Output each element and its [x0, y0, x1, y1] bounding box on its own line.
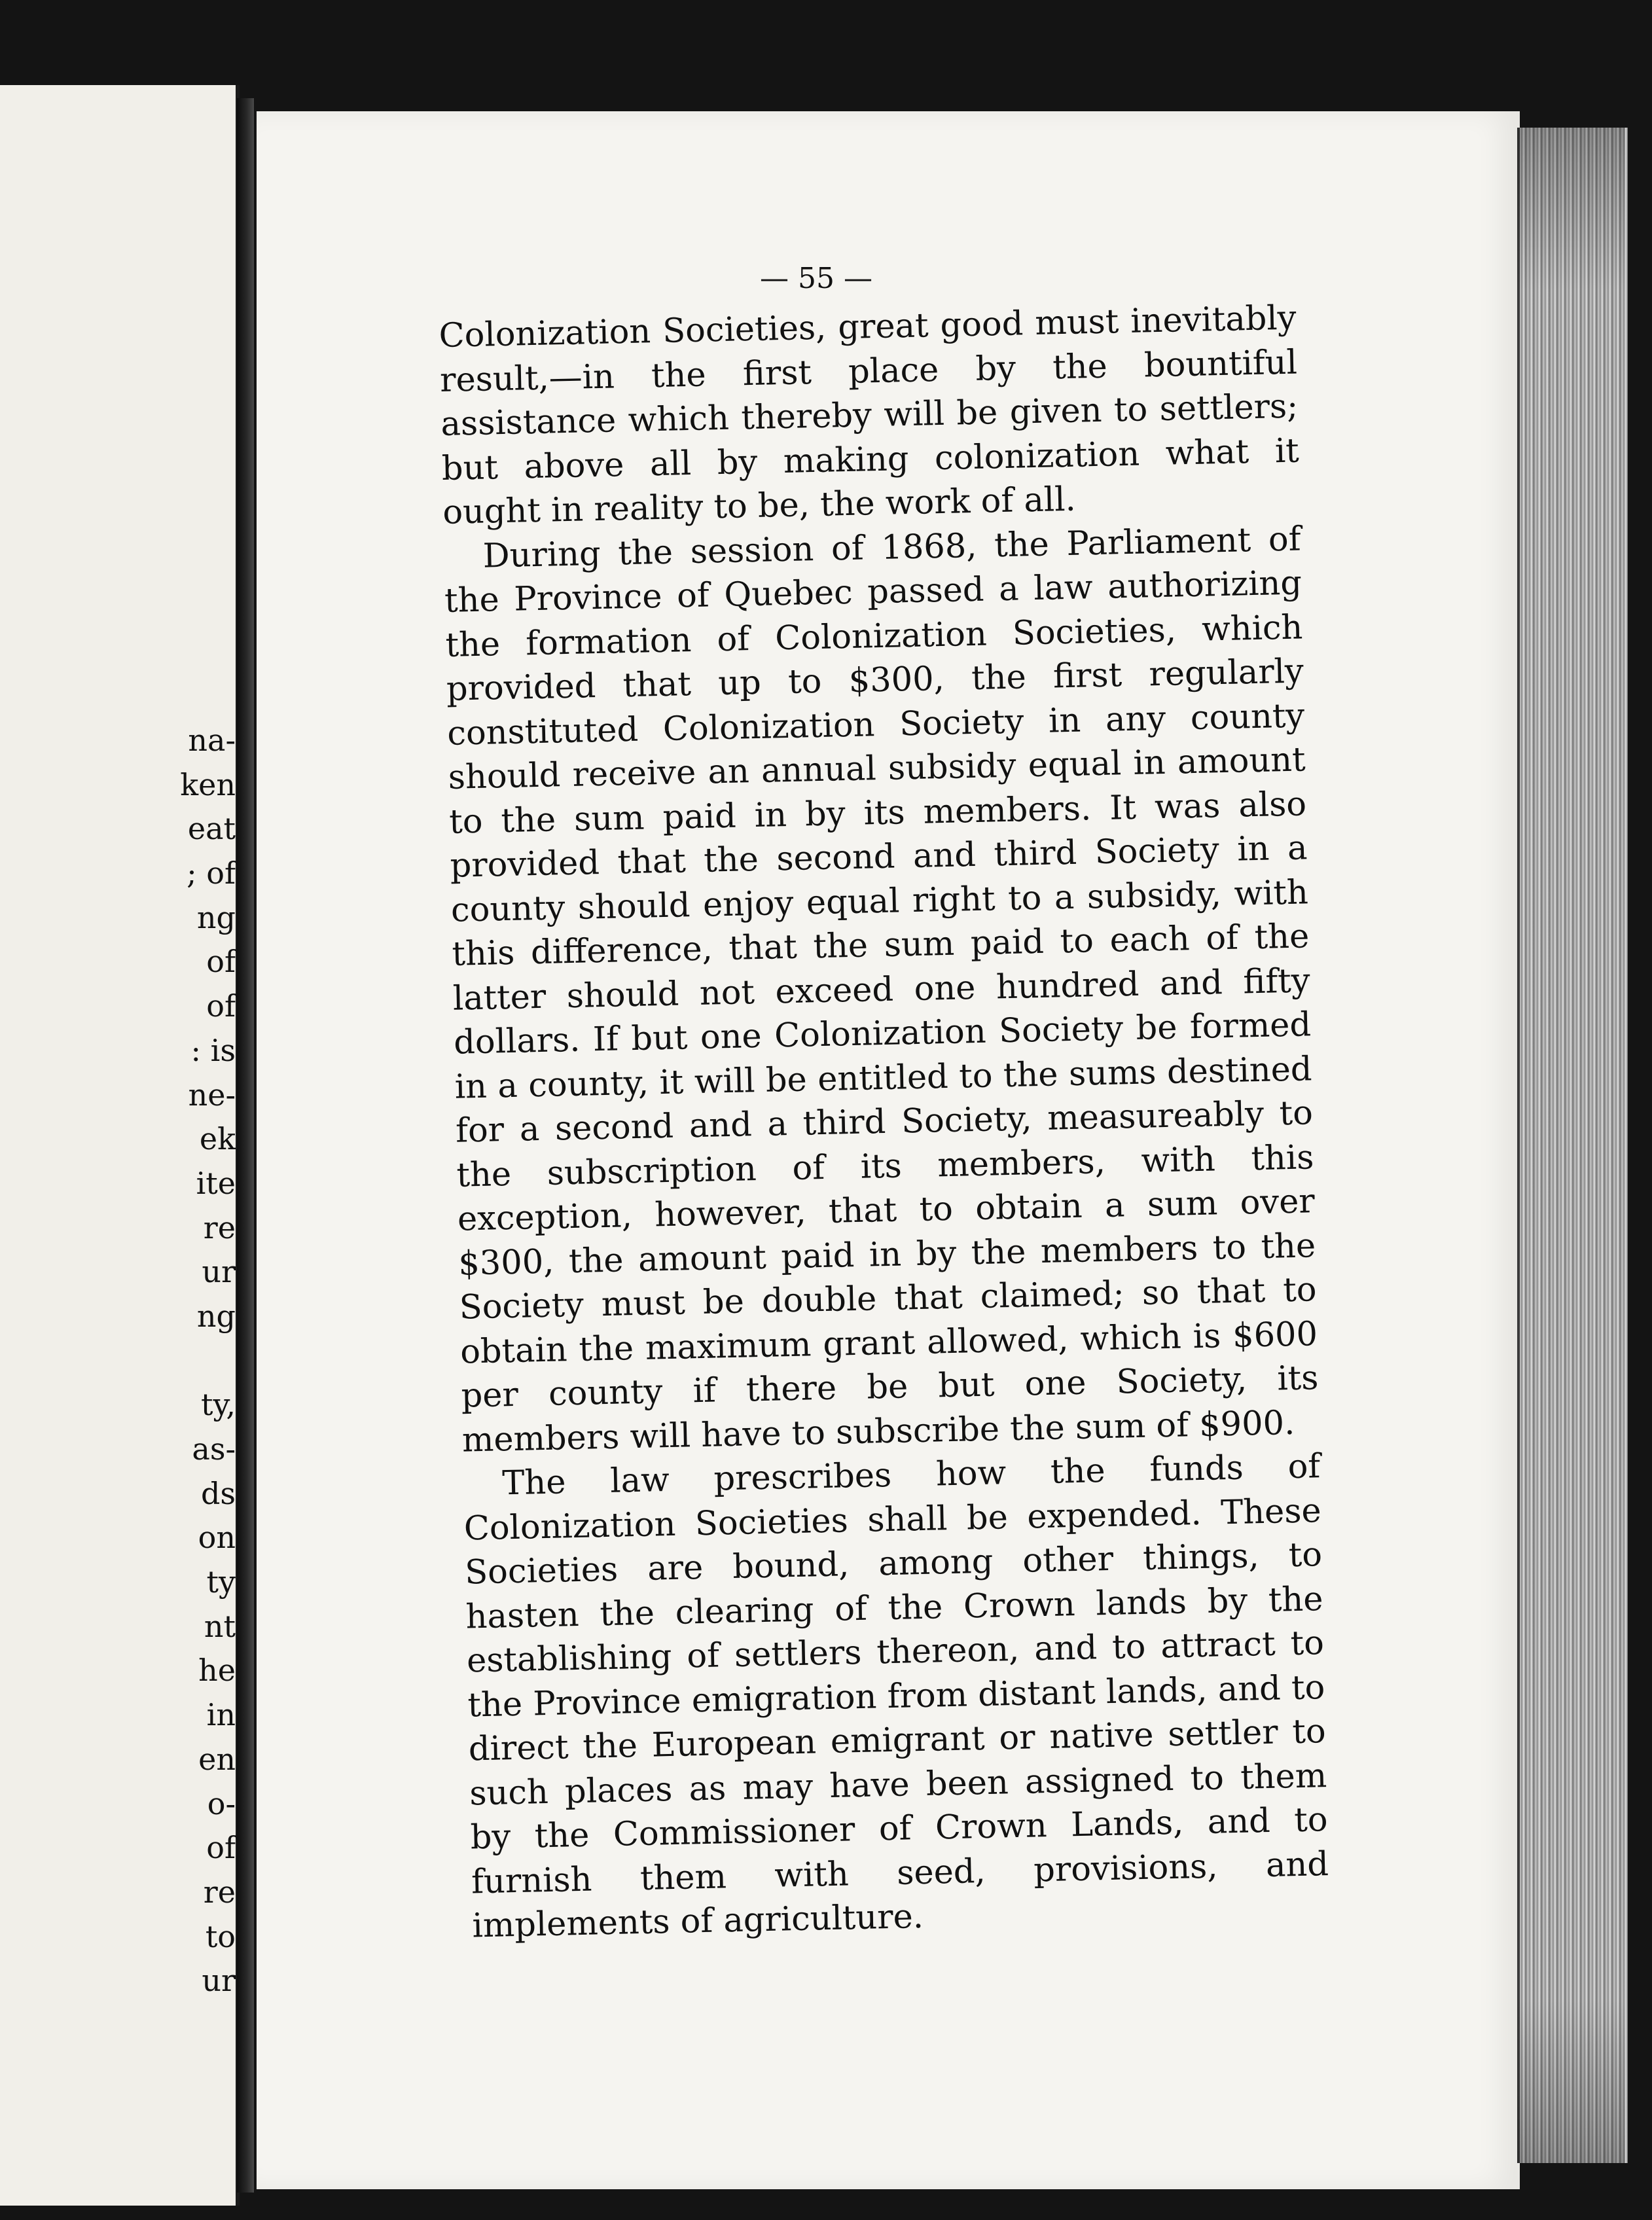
previous-page-line-fragment	[170, 1339, 236, 1384]
book-gutter	[237, 98, 254, 2193]
previous-page-line-fragment: ur	[202, 1254, 236, 1290]
previous-page-line-fragment: en	[198, 1741, 236, 1777]
book-page-edges-shade	[1517, 128, 1625, 2163]
previous-page-line-fragment: ng	[196, 899, 236, 935]
previous-page-line-fragment: ng	[196, 1298, 236, 1334]
previous-page-line-fragment: of	[206, 1830, 236, 1866]
paragraph-parliament-1868: During the session of 1868, the Parliament of the Province of Quebec passed a law authorizing the formation of Colonization Societies, which provided that up to $300, the first regularly constituted Colonization Society in any county should receive an annual subsidy equal in amount to the sum paid in by its members. It was also provided that the second and third Society in a county should enjoy equal right to a subsidy, with this difference, that the sum paid to each of the latter should not exceed one hundred and fifty dollars. If but one Colonization Society be formed in a county, it will be entitled to the sums destined for a second and a third Society, measureably to the subscription of its members, with this exception, however, that to obtain a sum over $300, the amount paid in by the members to the Society must be double that claimed; so that to obtain the maximum grant allowed, which is $600 per county if there be but one Society, its members will have to subscribe the sum of $900.	[444, 519, 1319, 1460]
previous-page-line-fragment: ty	[206, 1564, 236, 1600]
previous-page-line-fragment: in	[206, 1697, 236, 1733]
previous-page-line-fragment: o-	[207, 1785, 236, 1821]
previous-page-line-fragment: eat	[187, 811, 236, 847]
previous-page-line-fragment: ne-	[188, 1077, 236, 1113]
page-number: — 55 —	[760, 262, 872, 295]
previous-page-line-fragment: ur	[202, 1963, 236, 1999]
previous-page-line-fragment: ite	[196, 1165, 236, 1201]
previous-page-line-fragment: re	[203, 1209, 236, 1245]
paragraph-law-funds: The law prescribes how the funds of Colonization Societies shall be expended. These Societies are bound, among other things, to hasten the clearing of the Crown lands by the establishing of settlers thereon, and to attract to the Province emigration from distant lands, and to direct the European emigrant or native settler to such places as may have been assigned to them by the Commissioner of Crown Lands, and to furnish them with seed, provisions, and implements of agriculture.	[463, 1447, 1329, 1946]
previous-page-line-fragment: of	[206, 944, 236, 980]
previous-page-line-fragment: : is	[190, 1032, 236, 1068]
paragraph-continuation: Colonization Societies, great good must inevitably result,—in the first place by the bountiful assistance which thereby will be given to settlers; but above all by making colonization what it ought in reality to be, the work of all.	[439, 298, 1300, 532]
previous-page-line-fragment: ; of	[187, 855, 236, 891]
previous-page-line-fragment: ken	[180, 766, 236, 802]
previous-page	[0, 85, 240, 2206]
previous-page-line-fragment: of	[206, 988, 236, 1024]
previous-page-line-fragment: ek	[199, 1121, 236, 1157]
previous-page-line-fragment: re	[203, 1874, 236, 1910]
previous-page-line-fragment: nt	[204, 1608, 236, 1644]
previous-page-line-fragment: na-	[188, 723, 236, 758]
previous-page-text-fragments	[170, 719, 236, 2003]
previous-page-line-fragment: to	[205, 1918, 236, 1954]
previous-page-line-fragment: ds	[200, 1475, 236, 1511]
previous-page-line-fragment: ty,	[201, 1387, 236, 1423]
previous-page-line-fragment: on	[198, 1520, 236, 1556]
current-page	[257, 111, 1520, 2189]
page-body	[439, 296, 1330, 1948]
previous-page-line-fragment: he	[198, 1653, 236, 1689]
previous-page-line-fragment: as-	[192, 1431, 236, 1467]
